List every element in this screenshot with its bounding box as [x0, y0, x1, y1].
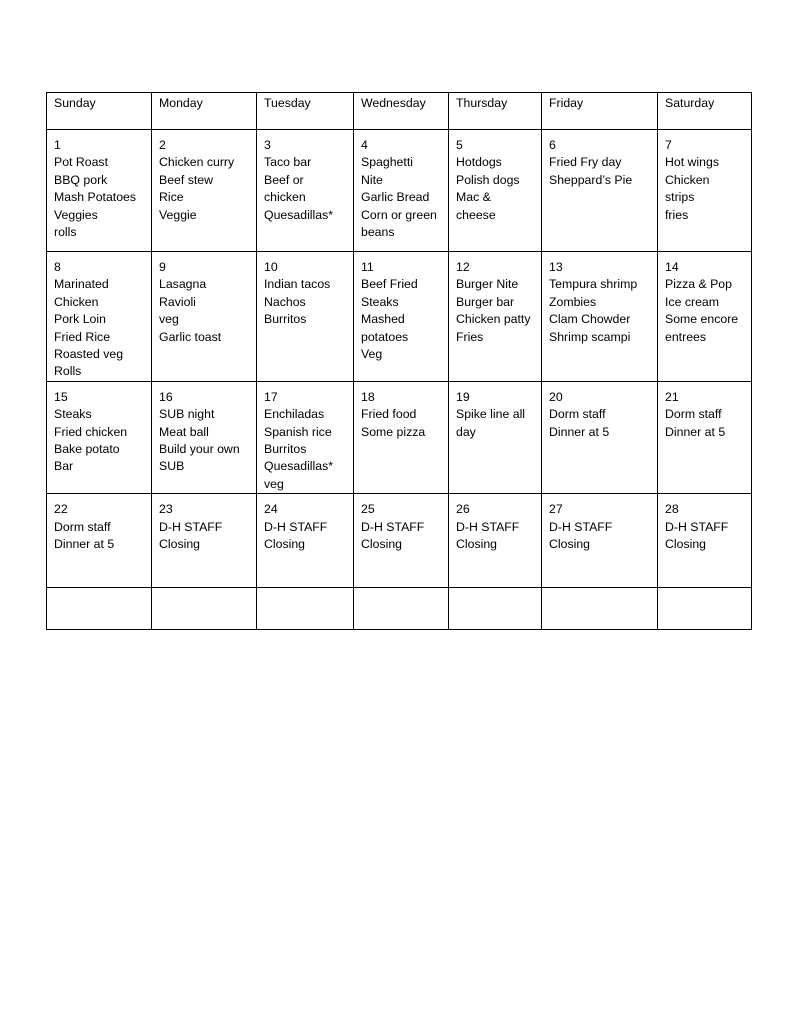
date-number: 21 [665, 389, 679, 404]
date-number: 4 [361, 138, 368, 152]
day-cell [449, 130, 542, 252]
menu-item: Closing [665, 537, 707, 552]
menu-item: Veggie [159, 207, 197, 222]
week-row [47, 494, 752, 588]
date-number: 28 [665, 502, 679, 517]
menu-item: Fried Rice [54, 329, 111, 344]
day-cell [152, 494, 257, 588]
menu-item: Mash Potatoes [54, 190, 137, 205]
day-cell [152, 130, 257, 252]
menu-item: Beef Fried [361, 277, 418, 292]
date-number: 2 [159, 138, 166, 152]
menu-item: chicken [264, 190, 306, 205]
menu-item: BBQ pork [54, 172, 108, 187]
date-number: 7 [665, 138, 672, 152]
day-cell [354, 130, 449, 252]
date-number: 1 [54, 138, 61, 152]
date-number: 15 [54, 389, 68, 404]
menu-item: Chicken [54, 294, 99, 309]
menu-item: Chicken curry [159, 155, 235, 170]
day-cell [449, 252, 542, 382]
menu-item: Steaks [54, 407, 92, 422]
date-number: 25 [361, 502, 375, 517]
menu-item: Lasagna [159, 277, 207, 292]
menu-item: Tempura shrimp [549, 277, 638, 292]
menu-item: Nite [361, 172, 383, 187]
menu-item: Taco bar [264, 155, 312, 170]
date-number: 17 [264, 389, 278, 404]
date-number: 23 [159, 502, 173, 517]
menu-item: fries [665, 207, 689, 222]
day-cell [257, 252, 354, 382]
empty-day-cell [542, 588, 658, 630]
menu-item: rolls [54, 225, 77, 240]
menu-item: Veggies [54, 207, 98, 222]
menu-item: Fried food [361, 407, 417, 422]
menu-item: Bake potato [54, 442, 120, 457]
weekday-header: Thursday [449, 93, 542, 130]
menu-item: entrees [665, 329, 707, 344]
menu-item: D-H STAFF [264, 519, 328, 534]
weekday-header: Sunday [47, 93, 152, 130]
date-number: 9 [159, 260, 166, 274]
menu-item: Spanish rice [264, 424, 332, 439]
menu-item: Fried chicken [54, 424, 128, 439]
menu-item: D-H STAFF [665, 519, 729, 534]
day-cell [449, 494, 542, 588]
menu-item: Beef stew [159, 172, 213, 187]
day-cell [47, 494, 152, 588]
day-cell [152, 252, 257, 382]
menu-item: Closing [159, 537, 201, 552]
day-cell [47, 381, 152, 493]
menu-item: Spaghetti [361, 155, 413, 170]
weekday-header: Monday [152, 93, 257, 130]
menu-item: Spike line all [456, 407, 526, 422]
empty-day-cell [354, 588, 449, 630]
menu-item: Dinner at 5 [549, 424, 610, 439]
menu-item: Beef or [264, 172, 304, 187]
menu-item: beans [361, 225, 395, 240]
day-cell [354, 381, 449, 493]
menu-item: Closing [549, 537, 591, 552]
day-cell [542, 130, 658, 252]
menu-item: D-H STAFF [456, 519, 520, 534]
menu-item: Indian tacos [264, 277, 331, 292]
menu-item: Mac & [456, 190, 491, 205]
menu-item: Rolls [54, 364, 82, 379]
day-cell [354, 494, 449, 588]
menu-item: Closing [264, 537, 306, 552]
date-number: 19 [456, 389, 470, 404]
menu-item: Marinated [54, 277, 109, 292]
menu-item: Bar [54, 459, 74, 474]
menu-item: Chicken [665, 172, 710, 187]
day-cell [542, 381, 658, 493]
menu-item: Enchiladas [264, 407, 325, 422]
day-cell [257, 130, 354, 252]
menu-item: Closing [456, 537, 498, 552]
menu-item: Hot wings [665, 155, 719, 170]
date-number: 3 [264, 138, 271, 152]
menu-item: Pot Roast [54, 155, 108, 170]
menu-item: Build your own [159, 442, 240, 457]
menu-item: Steaks [361, 294, 399, 309]
menu-item: Burger Nite [456, 277, 519, 292]
menu-item: veg [264, 476, 284, 491]
date-number: 14 [665, 260, 679, 274]
date-number: 8 [54, 260, 61, 274]
menu-item: cheese [456, 207, 496, 222]
menu-item: Fries [456, 329, 484, 344]
menu-item: Dorm staff [549, 407, 606, 422]
menu-item: Closing [361, 537, 403, 552]
day-cell [152, 381, 257, 493]
menu-item: Polish dogs [456, 172, 520, 187]
menu-item: day [456, 424, 476, 439]
empty-day-cell [658, 588, 752, 630]
menu-item: Veg [361, 347, 383, 362]
day-cell [542, 252, 658, 382]
menu-item: SUB night [159, 407, 215, 422]
date-number: 18 [361, 389, 375, 404]
weekday-header: Friday [542, 93, 658, 130]
day-cell [658, 252, 752, 382]
menu-item: strips [665, 190, 695, 205]
menu-item: Pizza & Pop [665, 277, 732, 292]
date-number: 5 [456, 138, 463, 152]
date-number: 6 [549, 138, 556, 152]
menu-item: Fried Fry day [549, 155, 622, 170]
menu-item: SUB [159, 459, 185, 474]
menu-item: Sheppard’s Pie [549, 172, 633, 187]
empty-day-cell [449, 588, 542, 630]
empty-day-cell [257, 588, 354, 630]
menu-item: Burritos [264, 442, 307, 457]
date-number: 12 [456, 260, 470, 274]
day-cell [449, 381, 542, 493]
menu-item: Nachos [264, 294, 306, 309]
day-cell [47, 130, 152, 252]
menu-item: Shrimp scampi [549, 329, 631, 344]
menu-item: Mashed [361, 312, 405, 327]
menu-item: D-H STAFF [549, 519, 613, 534]
empty-day-cell [47, 588, 152, 630]
menu-item: Roasted veg [54, 347, 124, 362]
day-cell [658, 381, 752, 493]
day-cell [542, 494, 658, 588]
menu-item: Quesadillas* [264, 459, 334, 474]
menu-item: Pork Loin [54, 312, 106, 327]
weekday-header: Saturday [658, 93, 752, 130]
day-cell [658, 494, 752, 588]
weekday-header: Tuesday [257, 93, 354, 130]
menu-item: Chicken patty [456, 312, 531, 327]
date-number: 26 [456, 502, 470, 517]
menu-item: Garlic toast [159, 329, 222, 344]
day-cell [257, 494, 354, 588]
weekday-header-row [47, 93, 752, 130]
empty-week-row [47, 588, 752, 630]
menu-item: D-H STAFF [159, 519, 223, 534]
menu-item: Hotdogs [456, 155, 502, 170]
menu-item: D-H STAFF [361, 519, 425, 534]
week-row [47, 130, 752, 252]
weekday-header: Wednesday [354, 93, 449, 130]
menu-item: Meat ball [159, 424, 209, 439]
menu-item: potatoes [361, 329, 409, 344]
date-number: 20 [549, 389, 563, 404]
menu-item: veg [159, 312, 179, 327]
menu-item: Garlic Bread [361, 190, 430, 205]
date-number: 27 [549, 502, 563, 517]
date-number: 24 [264, 502, 278, 517]
date-number: 10 [264, 260, 278, 274]
menu-item: Rice [159, 190, 184, 205]
date-number: 13 [549, 260, 563, 274]
day-cell [354, 252, 449, 382]
menu-item: Dinner at 5 [665, 424, 726, 439]
menu-item: Burger bar [456, 294, 515, 309]
menu-item: Clam Chowder [549, 312, 631, 327]
menu-item: Some encore [665, 312, 739, 327]
date-number: 16 [159, 389, 173, 404]
menu-item: Dinner at 5 [54, 537, 115, 552]
menu-item: Ravioli [159, 294, 196, 309]
menu-item: Quesadillas* [264, 207, 334, 222]
menu-item: Some pizza [361, 424, 426, 439]
menu-item: Corn or green [361, 207, 437, 222]
day-cell [658, 130, 752, 252]
date-number: 22 [54, 502, 68, 517]
day-cell [47, 252, 152, 382]
menu-item: Ice cream [665, 294, 719, 309]
date-number: 11 [361, 260, 374, 274]
week-row [47, 252, 752, 382]
menu-item: Zombies [549, 294, 597, 309]
day-cell [257, 381, 354, 493]
week-row [47, 381, 752, 493]
menu-item: Dorm staff [665, 407, 722, 422]
menu-item: Dorm staff [54, 519, 111, 534]
menu-item: Burritos [264, 312, 307, 327]
menu-calendar [46, 92, 752, 630]
empty-day-cell [152, 588, 257, 630]
